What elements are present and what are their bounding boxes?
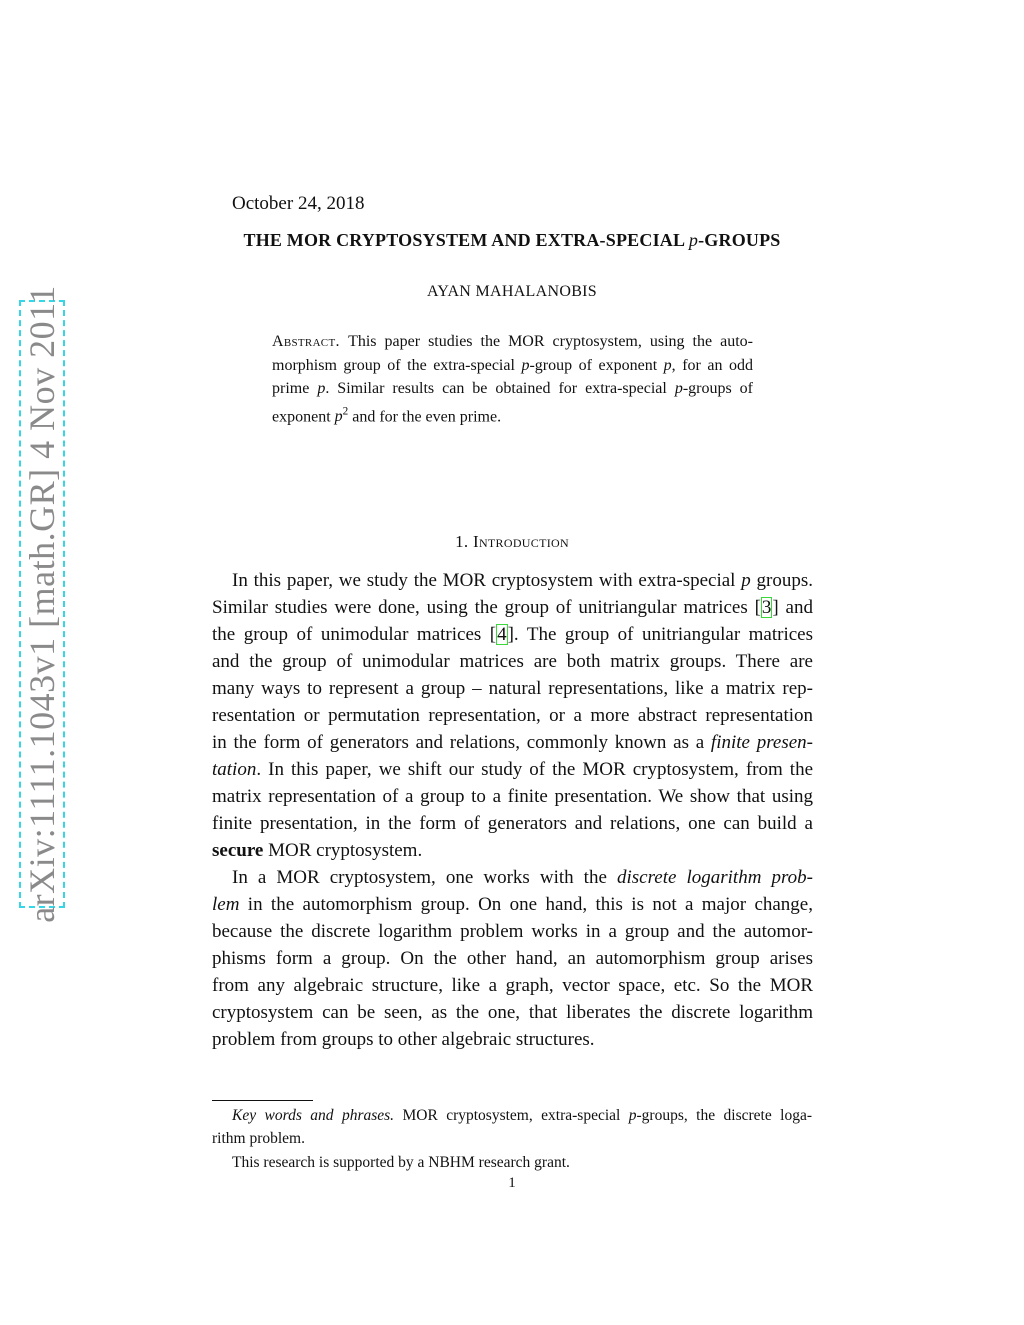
math-power [334,405,349,425]
paragraph-line: finite presentation, in the form of generators and relations, one can build a [212,813,813,834]
paragraph-line: and the group of unimodular matrices are both matrix groups. There are [212,651,813,672]
footnote-line: rithm problem. [212,1130,305,1147]
paragraph-line: because the discrete logarithm problem works in a group and the automor- [212,921,813,942]
emphasis-text: lem [212,894,240,915]
paragraph-line: Similar studies were done, using the group of unitriangular matrices [3] and [212,597,813,618]
paper-title [150,230,874,251]
emphasis-text: finite presen- [710,732,813,753]
footnote-keywords [212,1104,812,1150]
paragraph [212,567,813,864]
section-heading [212,532,812,552]
paragraph-line: phisms form a group. On the other hand, an automorphism group arises [212,948,813,969]
abstract-line: exponent $p^2$ and for the even prime. [272,405,502,425]
section-number: 1. [455,532,469,551]
paragraph-line: from any algebraic structure, like a graph, vector space, etc. So the MOR [212,975,813,996]
paragraph [212,864,813,1053]
introduction-body [212,567,813,1053]
paragraph-line: the group of unimodular matrices [4]. The group of unitriangular matrices [212,624,813,645]
math-variable: p [628,1107,637,1124]
paragraph-line: tation. In this paper, we shift our study of the MOR cryptosystem, from the [212,759,813,780]
abstract [272,330,753,428]
footnote-line: This research is supported by a NBHM research grant. [232,1154,570,1171]
title-part-1: THE MOR CRYPTOSYSTEM AND EXTRA-SPECIAL [243,230,689,250]
math-variable: p [741,570,751,591]
math-variable: p [317,380,326,397]
abstract-line: morphism group of the extra-special p-group of exponent p, for an odd [272,356,754,374]
abstract-line: Abstract. This paper studies the MOR cryptosystem, using the auto- [272,333,753,350]
paragraph-line: In this paper, we study the MOR cryptosystem with extra-special p groups. [232,570,813,591]
arxiv-identifier[interactable]: arXiv:1111.1043v1 [math.GR] 4 Nov 2011 [22,285,62,923]
paper-date: October 24, 2018 [232,193,365,214]
page-number: 1 [508,1175,516,1191]
abstract-heading: Abstract. [272,333,349,350]
paragraph-line: problem from groups to other algebraic structures. [212,1029,595,1050]
math-variable: p [674,380,683,397]
math-exponent: 2 [342,405,349,418]
bold-text: secure [212,840,264,861]
math-variable: p [663,356,672,374]
paragraph-line: lem in the automorphism group. On one hand, this is not a major change, [212,894,813,915]
paragraph-line: in the form of generators and relations, commonly known as a finite presen- [212,732,813,753]
math-variable: p [334,407,343,425]
math-variable: p [521,356,530,374]
paragraph-line: cryptosystem can be seen, as the one, that liberates the discrete logarithm [212,1002,813,1023]
emphasis-text: discrete logarithm prob- [616,867,813,888]
emphasis-text: tation [212,759,257,780]
section-title: Introduction [473,532,569,551]
paragraph-line: resentation or permutation representation, or a more abstract representation [212,705,813,726]
citation-link[interactable]: 3 [761,597,772,618]
arxiv-sidebar-stamp [19,285,65,923]
citation-link[interactable]: 4 [497,624,507,645]
footnote-line: Key words and phrases. MOR cryptosystem, extra-special p-groups, the discrete loga- [232,1107,812,1124]
paragraph-line: many ways to represent a group – natural representations, like a matrix rep- [212,678,813,699]
abstract-line: prime p. Similar results can be obtained for extra-special p-groups of [272,380,754,397]
title-math-p: p [688,230,699,250]
paragraph-line: In a MOR cryptosystem, one works with the discrete logarithm prob- [232,867,813,888]
abstract-text [272,330,753,428]
title-part-2: -GROUPS [698,230,781,250]
footnote-rule [212,1100,313,1101]
paragraph-line: secure MOR cryptosystem. [212,840,423,861]
paragraph-line: matrix representation of a group to a finite presentation. We show that using [212,786,813,807]
footnote-grant [212,1151,812,1174]
emphasis-text: Key words and phrases. [232,1107,395,1124]
paper-author: AYAN MAHALANOBIS [426,283,597,300]
